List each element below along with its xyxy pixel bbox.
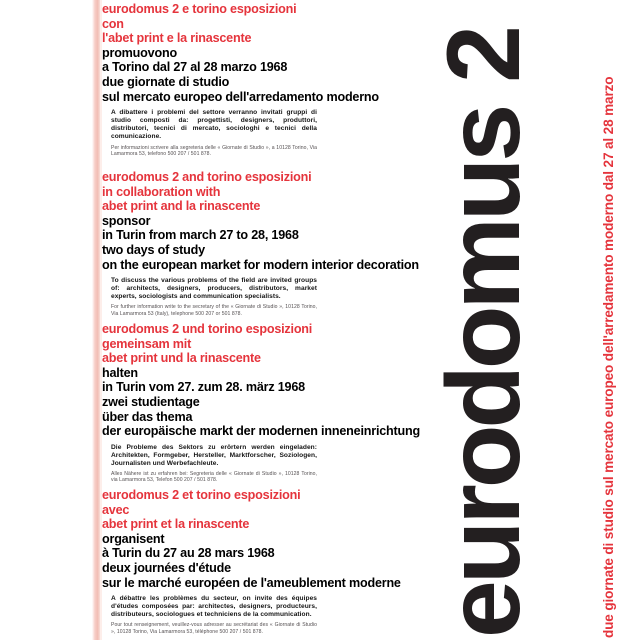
headline-black-line: zwei studientage <box>102 394 200 409</box>
paragraph-small-fr: Pour tout renseignement, veuillez-vous adresser au secrétariat des « Giornate di Studio », 10128 Torino, Via Lamarmora 53, téléphone 500 207 / 501 878. <box>111 622 317 635</box>
headline-black-line: in Turin from march 27 to 28, 1968 <box>102 228 299 243</box>
headline-red-line: l'abet print e la rinascente <box>102 31 252 46</box>
body-wrap-de <box>102 439 432 484</box>
masthead-subtitle: due giornate di studio sul mercato europeo dell'arredamento moderno dal 27 al 28 marzo <box>601 76 616 638</box>
headline-de <box>102 322 432 439</box>
vertical-masthead <box>426 0 640 640</box>
headline-it <box>102 2 432 104</box>
headline-fr <box>102 488 432 590</box>
headline-black-line: deux journées d'étude <box>102 560 231 575</box>
headline-black-line: on the european market for modern interior decoration <box>102 257 419 272</box>
language-block-it <box>102 2 432 157</box>
headline-black-line: two days of study <box>102 242 205 257</box>
paragraph-small-it: Per informazioni scrivere alla segreteria delle « Giornate di Studio », a 10128 Torino, Via Lamarmora 53, telefono 500 207 / 501 878. <box>111 144 317 157</box>
headline-black-line: a Torino dal 27 al 28 marzo 1968 <box>102 60 288 75</box>
headline-black-line: promuovono <box>102 45 177 60</box>
headline-red-line: con <box>102 16 124 31</box>
paragraph-bold-fr: A débattre les problèmes du secteur, on invite des équipes d'études composées par: architectes, designers, producteurs, distributeurs, sociologues et techniciens de la communication. <box>111 595 317 619</box>
headline-red-line: abet print und la rinascente <box>102 351 261 366</box>
headline-red-line: eurodomus 2 und torino esposizioni <box>102 322 313 336</box>
headline-red-line: abet print et la rinascente <box>102 517 250 532</box>
headline-red-line: eurodomus 2 et torino esposizioni <box>102 488 301 502</box>
headline-black-line: über das thema <box>102 409 193 424</box>
headline-red-line: avec <box>102 502 130 517</box>
masthead-title: eurodomus 2 <box>426 29 542 638</box>
paragraph-bold-de: Die Probleme des Sektors zu erörtern werden eingeladen: Architekten, Formgeber, Hersteller, Marktforscher, Soziologen, Journalisten und Werbefachleute. <box>111 443 317 467</box>
headline-red-line: eurodomus 2 e torino esposizioni <box>102 2 297 16</box>
headline-black-line: à Turin du 27 au 28 mars 1968 <box>102 546 275 561</box>
headline-en <box>102 170 432 272</box>
body-wrap-it <box>102 104 432 157</box>
paragraph-small-de: Alles Nähere ist zu erfahren bei: Segreteria delle « Giornate di Studio », 10128 Torino, via Lamarmora 53, Telefon 500 207 / 501 878. <box>111 471 317 484</box>
headline-red-line: abet print and la rinascente <box>102 199 261 214</box>
language-block-en <box>102 170 432 317</box>
headline-black-line: in Turin vom 27. zum 28. märz 1968 <box>102 380 305 395</box>
headline-black-line: due giornate di studio <box>102 74 230 89</box>
body-wrap-fr <box>102 590 432 635</box>
headline-black-line: halten <box>102 365 138 380</box>
headline-red-line: eurodomus 2 and torino esposizioni <box>102 170 312 184</box>
headline-red-line: in collaboration with <box>102 184 221 199</box>
language-block-fr <box>102 488 432 635</box>
left-bleed-stripe <box>92 0 100 640</box>
language-block-de <box>102 322 432 484</box>
paragraph-bold-it: A dibattere i problemi del settore verranno invitati gruppi di studio composti da: progettisti, designers, produttori, distributori, tecnici di mercato, sociologhi e tecnici della comunicazione. <box>111 109 317 141</box>
headline-black-line: sponsor <box>102 213 151 228</box>
text-column <box>102 0 432 640</box>
headline-black-line: organisent <box>102 531 165 546</box>
headline-red-line: gemeinsam mit <box>102 336 192 351</box>
headline-black-line: der europäische markt der modernen inneneinrichtung <box>102 424 421 439</box>
paragraph-small-en: For further information write to the secretary of the « Giornate di Studio », 10128 Torino, Via Lamarmora 53 (Italy), telephone 500 207 or 501 878. <box>111 304 317 317</box>
headline-black-line: sul mercato europeo dell'arredamento moderno <box>102 89 379 104</box>
body-wrap-en <box>102 272 432 317</box>
headline-black-line: sur le marché européen de l'ameublement moderne <box>102 575 401 590</box>
paragraph-bold-en: To discuss the various problems of the field are invited groups of: architects, designers, producers, distributors, market experts, sociologists and communication specialists. <box>111 277 317 301</box>
